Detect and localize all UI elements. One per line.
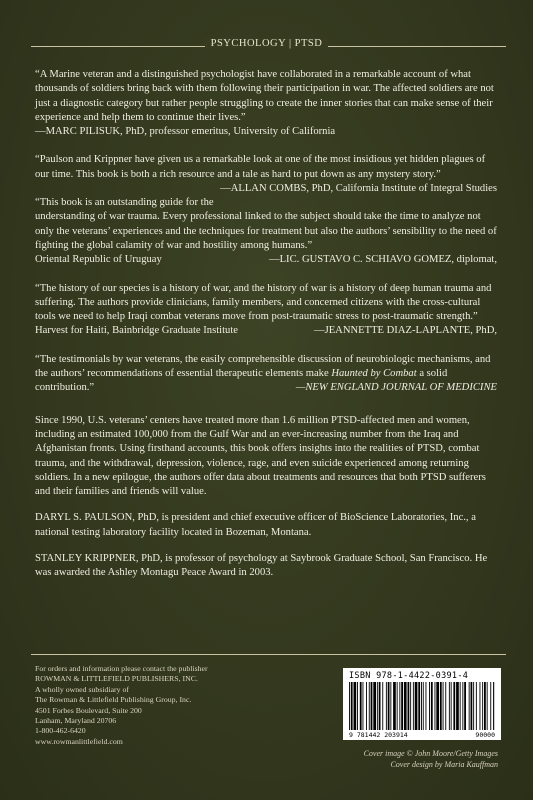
publisher-line: Lanham, Maryland 20706 xyxy=(35,716,117,726)
barcode-bar xyxy=(426,682,427,730)
barcode-bar xyxy=(408,682,410,730)
quote-text: “This book is an outstanding guide for the understanding of war trauma. Every professional linked to the subject should take the time to analyze not only the veterans’ experiences and the techniques for treatment but also the authors’ sensibility to the need of fighting the global calamity of war and hostility among humans.” —LIC. GUSTAVO C. SCHIAVO GOMEZ, diplomat, xyxy=(35,196,497,253)
barcode-bar xyxy=(482,682,483,730)
barcode-bar xyxy=(490,682,491,730)
cover-design-credit: Cover design by Maria Kauffman xyxy=(390,760,498,769)
barcode-bar xyxy=(401,682,403,730)
barcode-bar xyxy=(382,682,383,730)
quote-1 xyxy=(35,68,497,139)
book-description: Since 1990, U.S. veterans’ centers have treated more than 1.6 million PTSD-affected men and women, including an estimated 100,000 from the Gulf War and an ever-increasing number from the Iraq and Afghanistan fronts. Using firsthand accounts, this book offers insights into the realities of PTSD, combat trauma, and the withdrawal, depression, violence, rage, and even suicide experienced among returning soldiers. In a new epilogue, the authors offer data about treatments and resources that both PTSD sufferers and their families and friends will value. xyxy=(35,414,486,498)
quote-text: “A Marine veteran and a distinguished psychologist have collaborated in a remarkable account of what thousands of soldiers bring back with them following their participation in war. The affected soldiers are not just a diagnostic category but rather people struggling to create the inner stories that can make sense of their experience and help them to continue their lives.” xyxy=(35,69,494,123)
publisher-line: For orders and information please contact the publisher xyxy=(35,664,208,673)
quote-attribution: —MARC PILISUK, PhD, professor emeritus, University of California xyxy=(35,126,336,138)
barcode-bar xyxy=(349,682,350,730)
bottom-divider xyxy=(31,654,506,655)
barcode-bar xyxy=(418,682,420,730)
publisher-line: 4501 Forbes Boulevard, Suite 200 xyxy=(35,705,142,715)
publisher-line: 1-800-462-6420 xyxy=(35,726,86,736)
barcode-bar xyxy=(386,682,387,730)
cover-image-credit: Cover image © John Moore/Getty Images xyxy=(363,749,498,758)
barcode-bar xyxy=(464,682,466,730)
barcode-bar xyxy=(473,682,474,730)
barcode-bar xyxy=(443,682,444,730)
quote-attribution-line2: Oriental Republic of Uruguay xyxy=(35,254,162,266)
barcode-bar xyxy=(373,682,376,730)
barcode-bar xyxy=(377,682,378,730)
barcode-bar xyxy=(460,682,461,730)
isbn-label: ISBN 978-1-4422-0391-4 xyxy=(349,671,469,681)
quote-attribution: —LIC. GUSTAVO C. SCHIAVO GOMEZ, diplomat, xyxy=(268,254,497,266)
category-label: PSYCHOLOGY | PTSD xyxy=(0,38,533,49)
barcode-bar xyxy=(421,682,422,730)
quote-text: “The testimonials by war veterans, the easily comprehensible discussion of neurobiologic mechanisms, and the authors’ recommendations of essential therapeutic elements make Haunted by Combat a solid contribution.” —NEW ENGLAND JOURNAL OF MEDICINE xyxy=(35,353,497,396)
barcode-bar xyxy=(484,682,486,730)
barcode-bar xyxy=(493,682,494,730)
barcode-bar xyxy=(451,682,452,730)
publisher-info xyxy=(35,664,285,747)
quote-text: “Paulson and Krippner have given us a remarkable look at one of the most insidious yet hidden plagues of our time. This book is both a rich resource and a tale as hard to put down as any mystery story.” —ALLAN COMBS, PhD, California Institute of Integral Studies xyxy=(35,153,497,182)
barcode-bar xyxy=(413,682,414,730)
barcode-bar xyxy=(390,682,391,730)
barcode-bar xyxy=(429,682,430,730)
barcode-bar xyxy=(487,682,488,730)
barcode-bar xyxy=(469,682,470,730)
barcode-bars xyxy=(349,682,495,730)
quote-attribution-line2: Harvest for Haiti, Bainbridge Graduate Institute xyxy=(35,325,238,337)
barcode-bar xyxy=(393,682,396,730)
barcode-bar xyxy=(410,682,411,730)
barcode-bar xyxy=(379,682,381,730)
barcode-bar xyxy=(388,682,390,730)
quote-5 xyxy=(35,353,497,396)
barcode-bar xyxy=(476,682,477,730)
author-bio-paulson: DARYL S. PAULSON, PhD, is president and chief executive officer of BioScience Laboratories, Inc., a national testing laboratory facility located in Bozeman, Montana. xyxy=(35,512,476,538)
barcode-bar xyxy=(431,682,433,730)
author-bio-krippner: STANLEY KRIPPNER, PhD, is professor of psychology at Saybrook Graduate School, San Francisco. He was awarded the Ashley Montagu Peace Award in 2003. xyxy=(35,553,488,579)
barcode-bar xyxy=(399,682,400,730)
cover-text xyxy=(35,68,497,593)
barcode-bar xyxy=(404,682,407,730)
barcode-bar xyxy=(369,682,370,730)
barcode-bar xyxy=(423,682,424,730)
barcode-bar xyxy=(462,682,463,730)
barcode-bar xyxy=(397,682,398,730)
barcode-bar xyxy=(435,682,436,730)
quote-attribution: —JEANNETTE DIAZ-LAPLANTE, PhD, xyxy=(313,325,497,337)
quote-attribution: —ALLAN COMBS, PhD, California Institute of Integral Studies xyxy=(220,183,497,195)
publisher-line: www.rowmanlittlefield.com xyxy=(35,736,123,746)
barcode-bar xyxy=(445,682,446,730)
barcode-bar xyxy=(436,682,439,730)
barcode-digits: 9 781442 203914 90000 xyxy=(349,731,495,739)
publisher-line: ROWMAN & LITTLEFIELD PUBLISHERS, INC. xyxy=(35,674,198,684)
publisher-line: A wholly owned subsidiary of xyxy=(35,684,129,694)
barcode-bar xyxy=(480,682,481,730)
quote-4 xyxy=(35,282,497,339)
barcode-bar xyxy=(351,682,353,730)
barcode-bar xyxy=(371,682,373,730)
quote-attribution: —NEW ENGLAND JOURNAL OF MEDICINE xyxy=(295,382,497,394)
barcode-bar xyxy=(360,682,362,730)
barcode-bar xyxy=(456,682,459,730)
cover-credits xyxy=(364,748,498,770)
quote-text: “The history of our species is a history of war, and the history of war is a history of deep human trauma and suffering. The authors provide clinicians, family members, and concerned citizens with the cross-cultural tools we need to help Iraqi combat veterans move from post-traumatic stress to post-traumatic strength.” —JEANNETTE DIAZ-LAPLANTE, PhD, xyxy=(35,282,497,325)
barcode-bar xyxy=(357,682,358,730)
barcode-bar xyxy=(354,682,357,730)
publisher-line: The Rowman & Littlefield Publishing Group, Inc. xyxy=(35,695,192,705)
barcode-bar xyxy=(440,682,442,730)
barcode-bar xyxy=(453,682,455,730)
isbn-barcode xyxy=(343,668,501,740)
quote-2 xyxy=(35,153,497,195)
barcode-bar xyxy=(471,682,473,730)
quote-3 xyxy=(35,196,497,267)
barcode-bar xyxy=(415,682,418,730)
barcode-bar xyxy=(449,682,450,730)
barcode-bar xyxy=(363,682,364,730)
book-title-italic: Haunted by Combat xyxy=(331,368,417,380)
barcode-bar xyxy=(366,682,367,730)
